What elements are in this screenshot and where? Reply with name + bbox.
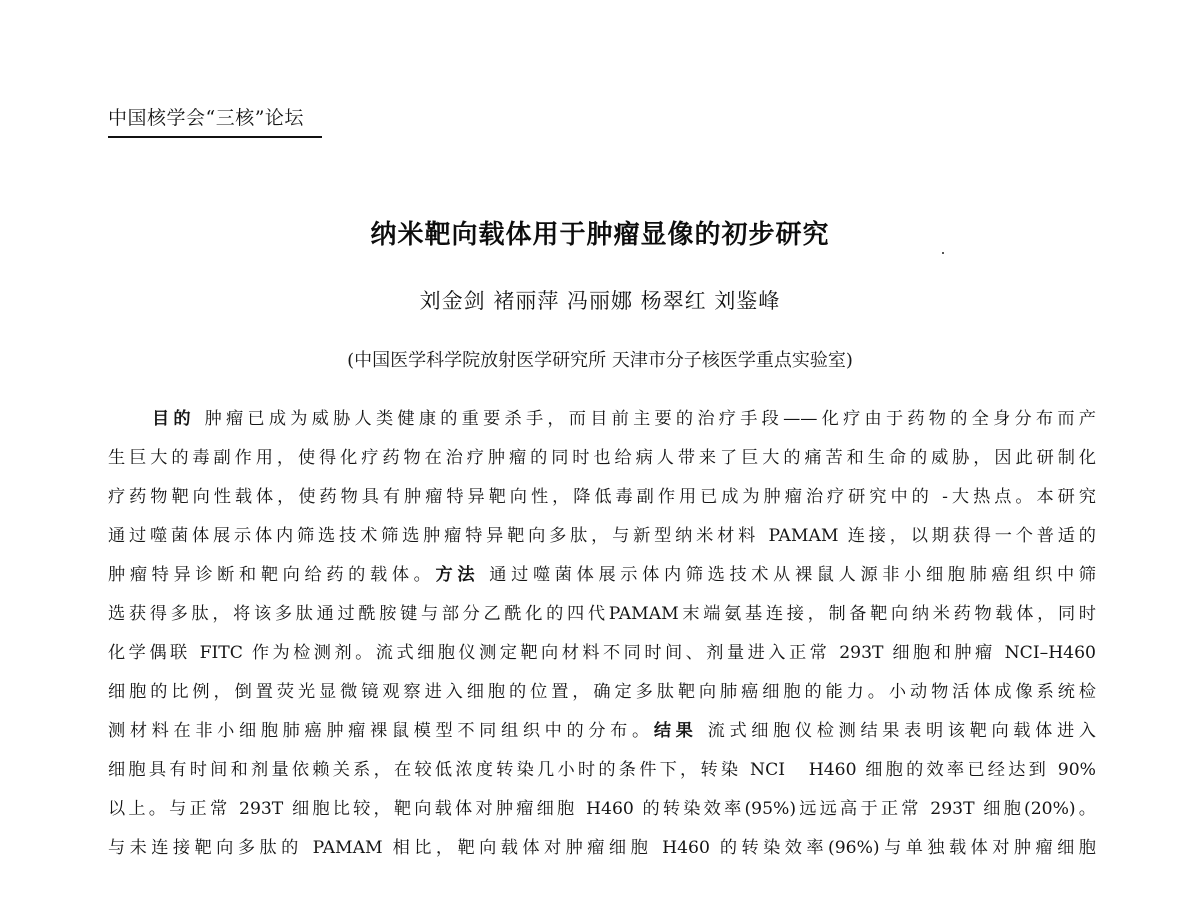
paper-authors: 刘金剑 褚丽萍 冯丽娜 杨翠红 刘鉴峰 bbox=[419, 289, 781, 313]
journal-series-header: 中国核学会“三核”论坛 bbox=[108, 107, 304, 129]
header-underline bbox=[108, 136, 322, 138]
abstract-line-text: 测材料在非小细胞肺癌肿瘤裸鼠模型不同组织中的分布。 bbox=[108, 721, 654, 741]
keyword-method: 方法 bbox=[435, 565, 480, 585]
abstract-line: 选获得多肽，将该多肽通过酰胺键与部分乙酰化的四代PAMAM末端氨基连接，制备靶向纳米药物载体，同时 bbox=[108, 604, 1096, 624]
abstract-line: 以上。与正常 293T 细胞比较，靶向载体对肿瘤细胞 H460 的转染效率(95%)远远高于正常 293T 细胞(20%)。 bbox=[108, 799, 1096, 819]
abstract-line: 细胞具有时间和剂量依赖关系，在较低浓度转染几小时的条件下，转染 NCI H460 细胞的效率已经达到 90% bbox=[108, 760, 1096, 780]
abstract-line-text: 流式细胞仪检测结果表明该靶向载体进入 bbox=[707, 721, 1096, 741]
abstract-line bbox=[108, 712, 1096, 751]
abstract-line: 生巨大的毒副作用，使得化疗药物在治疗肿瘤的同时也给病人带来了巨大的痛苦和生命的威胁，因此研制化 bbox=[108, 448, 1096, 468]
abstract-line-text: 肿瘤已成为威胁人类健康的重要杀手，而目前主要的治疗手段——化疗由于药物的全身分布而产 bbox=[204, 409, 1096, 429]
abstract-line-text: 通过噬菌体展示体内筛选技术从裸鼠人源非小细胞肺癌组织中筛 bbox=[489, 565, 1096, 585]
paper-title: 纳米靶向载体用于肿瘤显像的初步研究 bbox=[370, 220, 830, 250]
keyword-result: 结果 bbox=[653, 721, 698, 741]
abstract-line: 化学偶联 FITC 作为检测剂。流式细胞仪测定靶向材料不同时间、剂量进入正常 293T 细胞和肿瘤 NCI–H460 bbox=[108, 643, 1096, 663]
abstract-line bbox=[108, 400, 1096, 439]
abstract-body bbox=[108, 400, 1096, 868]
abstract-line-text: 肿瘤特异诊断和靶向给药的载体。 bbox=[108, 565, 436, 585]
abstract-line: 疗药物靶向性载体，使药物具有肿瘤特异靶向性，降低毒副作用已成为肿瘤治疗研究中的 -大热点。本研究 bbox=[108, 487, 1096, 507]
abstract-line bbox=[108, 556, 1096, 595]
abstract-line: 细胞的比例，倒置荧光显微镜观察进入细胞的位置，确定多肽靶向肺癌细胞的能力。小动物活体成像系统检 bbox=[108, 682, 1096, 702]
abstract-line: 通过噬菌体展示体内筛选技术筛选肿瘤特异靶向多肽，与新型纳米材料 PAMAM 连接，以期获得一个普适的 bbox=[108, 526, 1096, 546]
keyword-purpose: 目的 bbox=[152, 409, 195, 429]
scan-speck bbox=[942, 252, 944, 254]
abstract-line: 与未连接靶向多肽的 PAMAM 相比，靶向载体对肿瘤细胞 H460 的转染效率(96%)与单独载体对肿瘤细胞 bbox=[108, 838, 1096, 858]
paper-affiliation: (中国医学科学院放射医学研究所 天津市分子核医学重点实验室) bbox=[347, 350, 853, 371]
